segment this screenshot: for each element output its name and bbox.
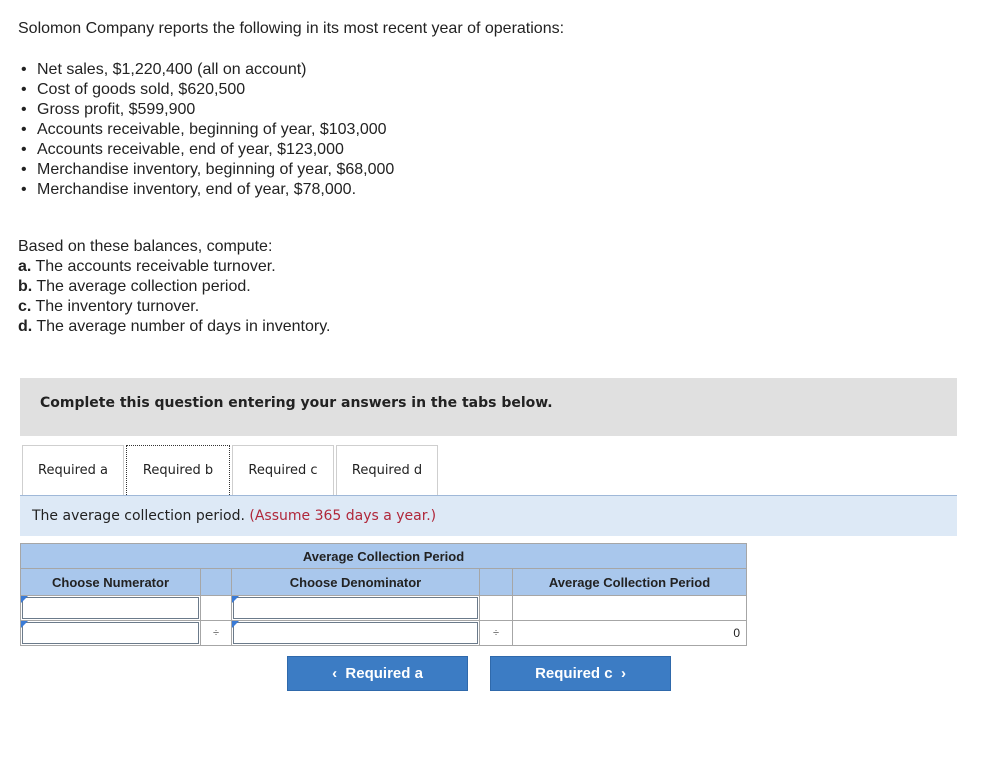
operator-header bbox=[480, 569, 513, 596]
denominator-select-row1[interactable] bbox=[232, 596, 480, 621]
dropdown-flag-icon bbox=[232, 596, 239, 603]
requirement-c bbox=[18, 297, 330, 317]
tab-required-b[interactable]: Required b bbox=[126, 445, 230, 495]
numerator-select-row1[interactable] bbox=[21, 596, 201, 621]
tab-required-a[interactable]: Required a bbox=[22, 445, 124, 495]
list-item: • Gross profit, $599,900 bbox=[18, 100, 394, 120]
numerator-dropdown[interactable] bbox=[22, 597, 199, 619]
instruction-bar bbox=[20, 496, 957, 536]
requirement-letter: a. bbox=[18, 258, 32, 275]
chevron-left-icon: ‹ bbox=[332, 665, 338, 682]
list-item: • Net sales, $1,220,400 (all on account) bbox=[18, 60, 394, 80]
tab-required-d[interactable]: Required d bbox=[336, 445, 438, 495]
prev-required-a-button[interactable] bbox=[287, 656, 468, 691]
dropdown-flag-icon bbox=[21, 596, 28, 603]
list-item: • Merchandise inventory, end of year, $78,000. bbox=[18, 180, 394, 200]
denominator-header: Choose Denominator bbox=[232, 569, 480, 596]
prev-button-label: Required a bbox=[345, 665, 423, 682]
next-button-label: Required c bbox=[535, 665, 613, 682]
numerator-amount-input[interactable] bbox=[22, 622, 199, 644]
result-value: 0 bbox=[513, 621, 747, 646]
requirement-letter: d. bbox=[18, 318, 33, 335]
requirement-letter: c. bbox=[18, 298, 32, 315]
requirement-text: The average collection period. bbox=[36, 278, 251, 295]
instruction-note: (Assume 365 days a year.) bbox=[249, 508, 437, 524]
result-cell bbox=[513, 596, 747, 621]
list-item: • Accounts receivable, end of year, $123,000 bbox=[18, 140, 394, 160]
numerator-header: Choose Numerator bbox=[21, 569, 201, 596]
facts-list bbox=[18, 60, 394, 200]
instruction-text bbox=[32, 508, 436, 524]
requirement-b bbox=[18, 277, 330, 297]
denominator-dropdown[interactable] bbox=[233, 597, 478, 619]
requirement-text: The accounts receivable turnover. bbox=[35, 258, 276, 275]
divide-icon: ÷ bbox=[201, 621, 232, 646]
denominator-amount-input[interactable] bbox=[233, 622, 478, 644]
requirement-a bbox=[18, 257, 330, 277]
requirement-text: The inventory turnover. bbox=[35, 298, 200, 315]
instructions-banner bbox=[20, 378, 957, 436]
operator-cell bbox=[480, 596, 513, 621]
next-required-c-button[interactable] bbox=[490, 656, 671, 691]
list-item: • Accounts receivable, beginning of year, $103,000 bbox=[18, 120, 394, 140]
list-item: • Cost of goods sold, $620,500 bbox=[18, 80, 394, 100]
problem-intro: Solomon Company reports the following in its most recent year of operations: bbox=[18, 20, 565, 37]
input-flag-icon bbox=[232, 621, 239, 628]
list-item: • Merchandise inventory, beginning of year, $68,000 bbox=[18, 160, 394, 180]
tab-required-c[interactable]: Required c bbox=[232, 445, 334, 495]
divide-icon: ÷ bbox=[480, 621, 513, 646]
requirement-d bbox=[18, 317, 330, 337]
operator-cell bbox=[201, 596, 232, 621]
compute-prompt: Based on these balances, compute: bbox=[18, 238, 273, 255]
requirement-text: The average number of days in inventory. bbox=[36, 318, 331, 335]
table-title: Average Collection Period bbox=[21, 544, 747, 569]
answer-table bbox=[20, 543, 747, 646]
operator-header bbox=[201, 569, 232, 596]
requirement-letter: b. bbox=[18, 278, 33, 295]
result-header: Average Collection Period bbox=[513, 569, 747, 596]
input-flag-icon bbox=[21, 621, 28, 628]
numerator-input-row2[interactable] bbox=[21, 621, 201, 646]
chevron-right-icon: › bbox=[620, 665, 626, 682]
denominator-input-row2[interactable] bbox=[232, 621, 480, 646]
instruction-main: The average collection period. bbox=[32, 508, 245, 524]
banner-text: Complete this question entering your answers in the tabs below. bbox=[40, 395, 553, 411]
requirements-list bbox=[18, 257, 330, 337]
